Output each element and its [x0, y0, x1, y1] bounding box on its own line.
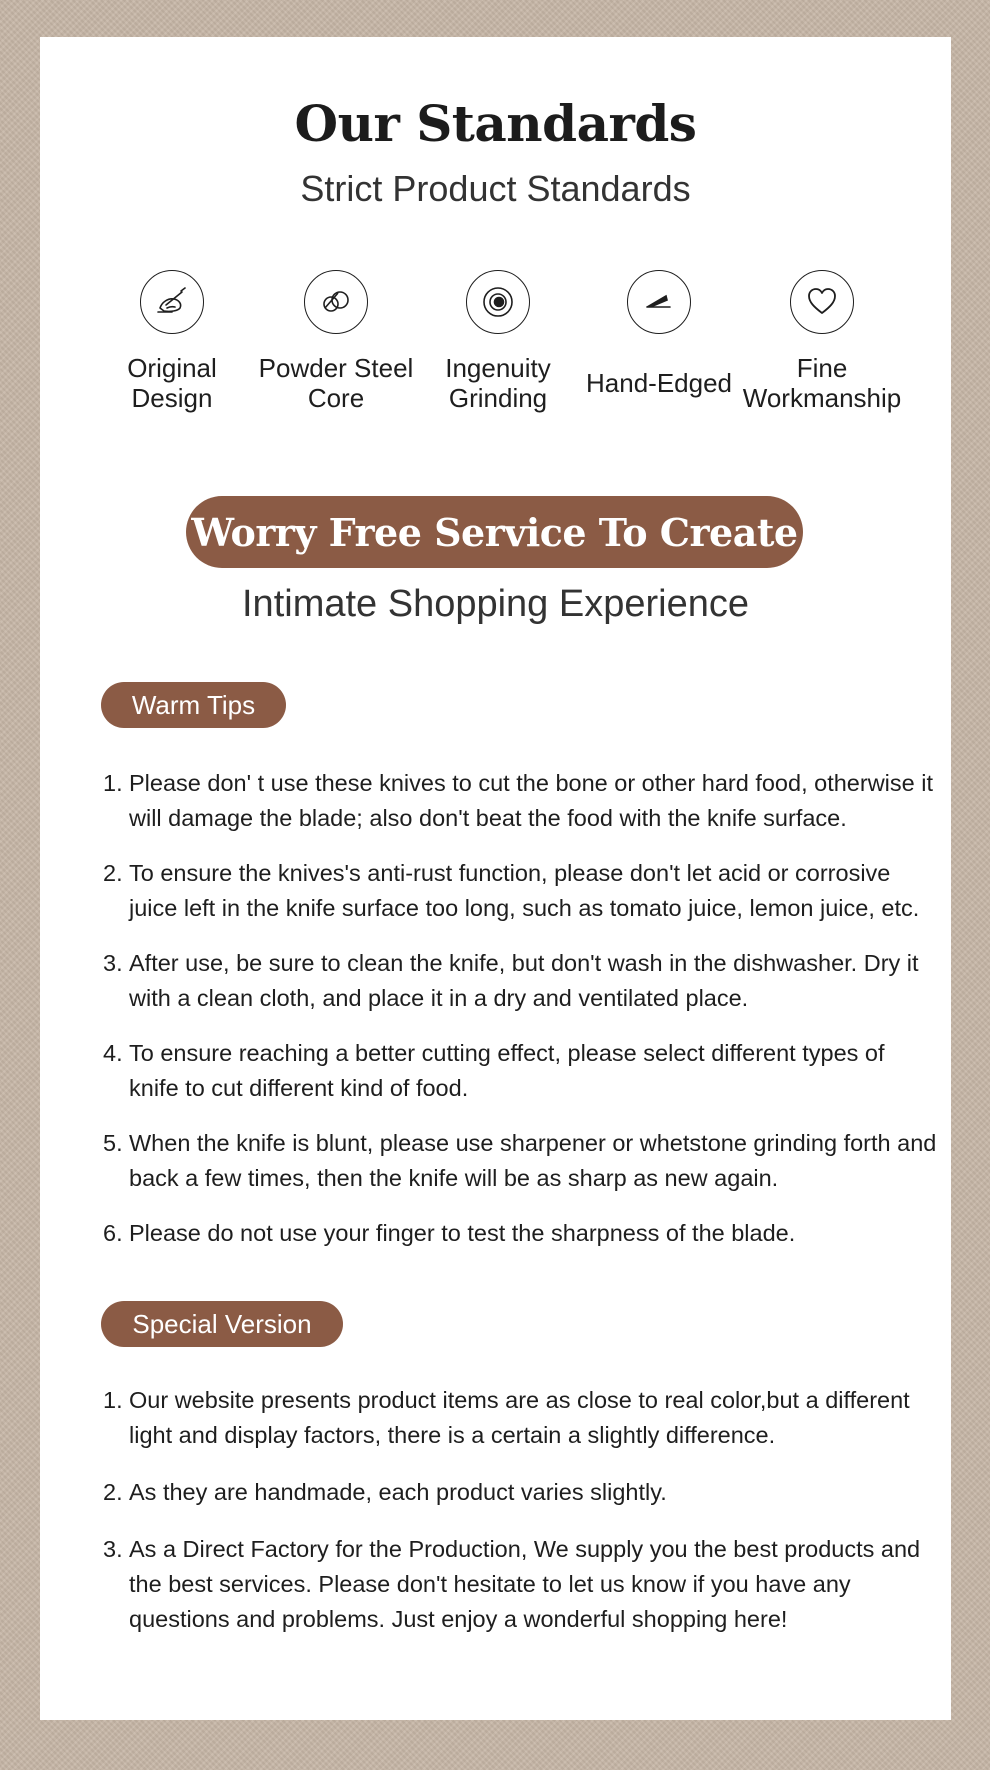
- special-version-heading: Special Version: [101, 1301, 343, 1347]
- blade-edge-icon: [627, 270, 691, 334]
- heart-icon: [790, 270, 854, 334]
- grinding-wheel-icon: [466, 270, 530, 334]
- page-subtitle: Strict Product Standards: [300, 168, 691, 209]
- list-item: 3. After use, be sure to clean the knife, but don't wash in the dishwasher. Dry it with a clean cloth, and place it in a dry and ventilated place.: [103, 950, 919, 1011]
- list-item: 3. As a Direct Factory for the Production, We supply you the best products and the best services. Please don't hesitate to let us know if you have any questions and problems. Just enjoy a wonderful shopping here!: [103, 1536, 921, 1632]
- list-item: 2. To ensure the knives's anti-rust function, please don't let acid or corrosive juice left in the knife surface too long, such as tomato juice, lemon juice, etc.: [103, 860, 920, 921]
- list-item: 6. Please do not use your finger to test the sharpness of the blade.: [103, 1220, 796, 1246]
- hand-drawing-icon: [140, 270, 204, 334]
- feature-label: Fine Workmanship: [742, 353, 902, 413]
- content-card: [40, 37, 951, 1720]
- feature-ingenuity-grinding: [418, 270, 578, 413]
- feature-label: Hand-Edged: [586, 368, 732, 398]
- service-banner: Worry Free Service To Create: [186, 496, 803, 568]
- feature-label: Original Design: [127, 353, 217, 413]
- service-tagline: Intimate Shopping Experience: [242, 583, 749, 625]
- list-item: 1. Please don' t use these knives to cut the bone or other hard food, otherwise it will damage the blade; also don't beat the food with the knife surface.: [103, 770, 933, 831]
- feature-label: Ingenuity Grinding: [445, 353, 551, 413]
- list-item: 1. Our website presents product items are as close to real color,but a different light and display factors, there is a certain a slightly difference.: [103, 1387, 910, 1448]
- feature-hand-edged: [579, 270, 739, 413]
- warm-tips-list: [103, 766, 939, 1251]
- powder-core-icon: [304, 270, 368, 334]
- list-item: 5. When the knife is blunt, please use sharpener or whetstone grinding forth and back a few times, then the knife will be as sharp as new again.: [103, 1130, 937, 1191]
- list-item: 2. As they are handmade, each product varies slightly.: [103, 1479, 667, 1505]
- feature-original-design: [92, 270, 252, 413]
- feature-fine-workmanship: [742, 270, 902, 413]
- warm-tips-heading: Warm Tips: [101, 682, 286, 728]
- page-title: Our Standards: [294, 94, 697, 153]
- feature-powder-steel-core: [256, 270, 416, 413]
- feature-label: Powder Steel Core: [258, 353, 414, 413]
- list-item: 4. To ensure reaching a better cutting effect, please select different types of knife to cut different kind of food.: [103, 1040, 885, 1101]
- special-version-list: [103, 1383, 939, 1637]
